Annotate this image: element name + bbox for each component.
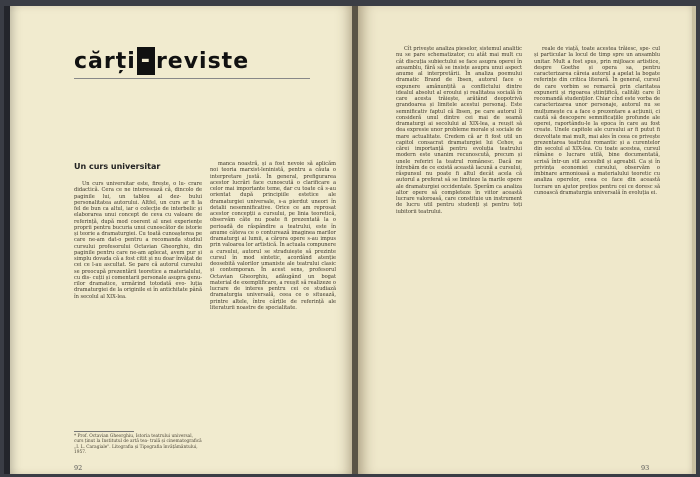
left-column-2 <box>210 161 336 461</box>
open-book <box>4 6 696 474</box>
column-text: Un curs universitar este, firește, o lu- crare didactică. Cera ce ne interesează că, dincolo de paginile lui, un tablou al dez- bului personalitatea autorului. Altfel, un curs ar fi la fel de bun ca altul, iar o colecție de interbelic și elaborarea unui concept de ceva cu valoare de referință, după mod coerent al unei experiențe proprii pentru bucuria unui cunoscător de istorie și teorie a dramaturgiei. Cu toată cunoașterea pe care ne-am dat-o pentru a recomanda studiul cursului profesorului Octavian Gheorghiu, din paginile pentru care ne-am aplecat, avem pur și simplu dovada că a fost citit și nu doar învățat de cei ce l-au ascultat. Se pare că autorul cursului se preocupă prezentării teoretice a materialului, cu dis- cuții și comentarii personale asupra genu- rilor dramatice, urmărind totodată evo- luția dramaturgiei de la originile ei în antichitate până în secolul al XIX-lea. <box>74 181 202 300</box>
column-text: reale de viață, toate acestea trăiesc, spe- cul și particular la locul de timp spre un ansamblu unitar. Mult a fost spus, prin mijloace artistice, despre Goethe și opera sa, pentru caracterizarea căreia autorul a apelat la bogate referințe din critica literară. În general, cursul de care vorbim se remarcă prin claritatea expunerii și rigoarea științifică, calități care îl recomandă studenților. Chiar cînd este vorba de caracterizarea unor personaje, autorul nu se mulțumește cu a face o prezentare a acțiunii, ci caută să descopere semnificațiile profunde ale operei, raportându-le la epoca în care au fost create. Unele capitole ale cursului ar fi putut fi dezvoltate mai mult, mai ales în ceea ce privește prezentarea teatrului romantic și a curentelor din secolul al XIX-lea. Cu toate acestea, cursul rămâne o lucrare utilă, bine documentată, scrisă într-un stil accesibil și agreabil. Ca și în privința economiei cursului, observăm o îmbinare armonioasă a materialului teoretic cu analiza operelor, ceea ce face din această lucrare un ajutor prețios pentru cei ce doresc să cunoască dramaturgia universală în evoluția ei. <box>534 46 660 196</box>
left-column-1 <box>74 181 202 431</box>
heading-part-1: cărți <box>74 48 136 74</box>
page-edge <box>692 6 696 474</box>
heading-part-2: - <box>137 47 155 75</box>
heading-part-3: reviste <box>155 48 250 74</box>
page-number-left: 92 <box>74 464 83 472</box>
footnote-text: * Prof. Octavian Gheorghiu, Istoria teatrului universal, curs ținut la Institutul de artă tea- trală și cinematografică „I. L. Caragiale". Litografia și Tipografia învățământului, 1957. <box>74 434 202 455</box>
footnote-rule <box>74 431 134 432</box>
heading-rule <box>74 78 310 79</box>
column-text: Cît privește analiza pieselor, sistemul analitic nu se pare schematizator, cu atât mai mult cu cât discuția subiectului se face asupra operei în ansamblu, fără să se insiste asupra unui aspect anume al interpretării. În analiza poemului dramatic Brand de Ibsen, autorul face o expunere amănunțită a conflictului dintre idealul absolut al eroului și realitatea socială în care acesta trăiește, arătând deopotrivă grandoarea și limitele acestui personaj. Este semnificativ faptul că Ibsen, pe care autorul îl consideră unul dintre cei mai de seamă dramaturgi ai secolului al XIX-lea, a reușit să dea expresie unor probleme morale și sociale de mare actualitate. Credem că ar fi fost util un capitol consacrat dramaturgiei lui Cehov, a cărei importanță pentru evoluția teatrului modern este unanim recunoscută, precum și unele referiri la teatrul românesc. Dacă ne întrebăm de ce există această lacună a cursului, răspunsul nu poate fi altul decât acela că autorul a preferat să se limiteze la marile opere ale dramaturgiei occidentale. Sperăm ca analiza altor opere să completeze în viitor această lucrare valoroasă, care constituie un instrument de lucru util pentru studenți și pentru toți iubitorii teatrului. <box>396 46 522 215</box>
right-column-2 <box>534 46 660 464</box>
footnote <box>74 434 202 455</box>
page-number-right: 93 <box>641 464 650 472</box>
right-column-1 <box>396 46 522 464</box>
article-title: Un curs universitar <box>74 162 161 171</box>
section-heading <box>74 46 314 76</box>
column-text: manca noastră, și a fost nevoie să aplicăm noi teoria marxist-leninistă, pentru a căuta o interpretare justă. În general, prefigurarea acestor lucrări face cunoscută o clarificare a celor mai importante teme, dar cu toate că s-au orientat după principiile estetice ale dramaturgiei universale, s-a pierdut uneori în detalii nesemnificative. Orice ce am reprosat acestor concepții a cursului, pe linia teoretică, observăm câte nu poate fi prezentată la o perioadă de răspândire a teatrului, este în anume câteva ce o conturează imaginea marilor dramaturgi ai lumii, a cărora opere s-au impus prin valoarea lor artistică. În actuala compunere a cursului, autorul se straduiește să prezinte cursul în mod sintetic, acordând atenție deosebită valorilor umaniste ale teatrului clasic și contemporan. În acest sens, profesorul Octavian Gheorghiu, adăugând un bogat material de exemplificare, a reușit să realizeze o lucrare de interes pentru cei ce studiază dramaturgia universală, ceea ce o situează, printre altele, între cărțile de referință ale literaturii noastre de specialitate. <box>210 161 336 311</box>
